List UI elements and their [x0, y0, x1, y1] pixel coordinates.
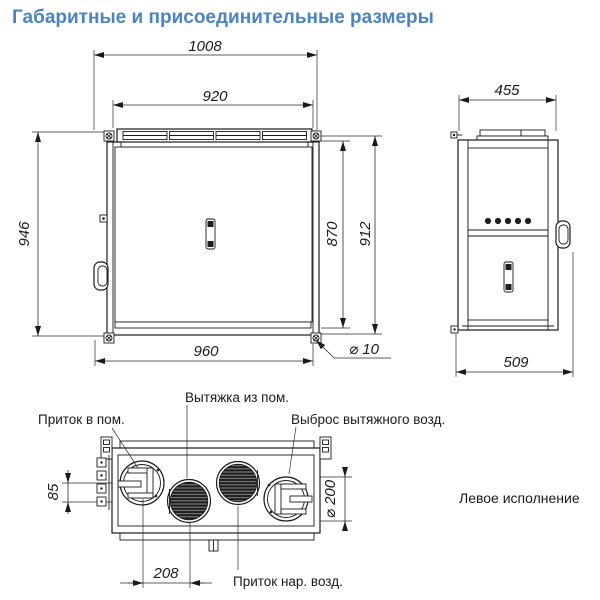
label-fresh-air-intake: Приток нар. возд. — [233, 574, 343, 589]
bottom-view — [38, 390, 580, 589]
label-supply-to-room: Приток в пом. — [38, 412, 125, 427]
dim-depth-bottom: 509 — [503, 354, 529, 371]
duct-fresh-air-intake — [217, 462, 260, 505]
corner-bolt — [311, 131, 321, 141]
side-handle — [556, 221, 570, 248]
corner-bolt — [104, 333, 114, 343]
dim-height-overall: 946 — [16, 221, 33, 247]
door-handle — [94, 262, 108, 290]
corner-bolt — [311, 333, 321, 343]
dim-width-bottom: 960 — [193, 343, 219, 360]
label-extract-from-room: Вытяжка из пом. — [185, 390, 290, 405]
dim-hole-diameter: ⌀ 10 — [349, 341, 379, 358]
corner-bracket — [101, 437, 112, 459]
page-title: Габаритные и присоединительные размеры — [12, 7, 434, 28]
label-left-version: Левое исполнение — [459, 490, 580, 506]
dim-duct-diameter: ⌀ 200 — [322, 479, 339, 519]
dim-width-overall: 1008 — [188, 38, 222, 55]
dim-offset-horizontal: 208 — [153, 565, 179, 582]
corner-bracket — [320, 437, 331, 459]
dim-height-inner: 870 — [324, 221, 341, 247]
side-view — [451, 82, 573, 377]
side-latch — [504, 262, 513, 292]
corner-bolt — [104, 131, 114, 141]
dim-depth-top: 455 — [494, 82, 520, 99]
bottom-unit-outline — [97, 437, 331, 551]
door-latch — [206, 219, 215, 249]
label-exhaust-discharge: Выброс вытяжного возд. — [291, 412, 446, 427]
dim-width-top: 920 — [202, 88, 228, 105]
duct-exhaust-discharge — [264, 477, 312, 521]
front-unit-outline — [94, 129, 321, 343]
drain-stub — [209, 540, 218, 551]
dim-height-frame: 912 — [357, 221, 374, 247]
front-view — [16, 38, 391, 366]
duct-extract-from-room — [168, 480, 211, 523]
dim-offset-vertical: 85 — [45, 483, 62, 501]
side-unit-outline — [451, 130, 570, 333]
